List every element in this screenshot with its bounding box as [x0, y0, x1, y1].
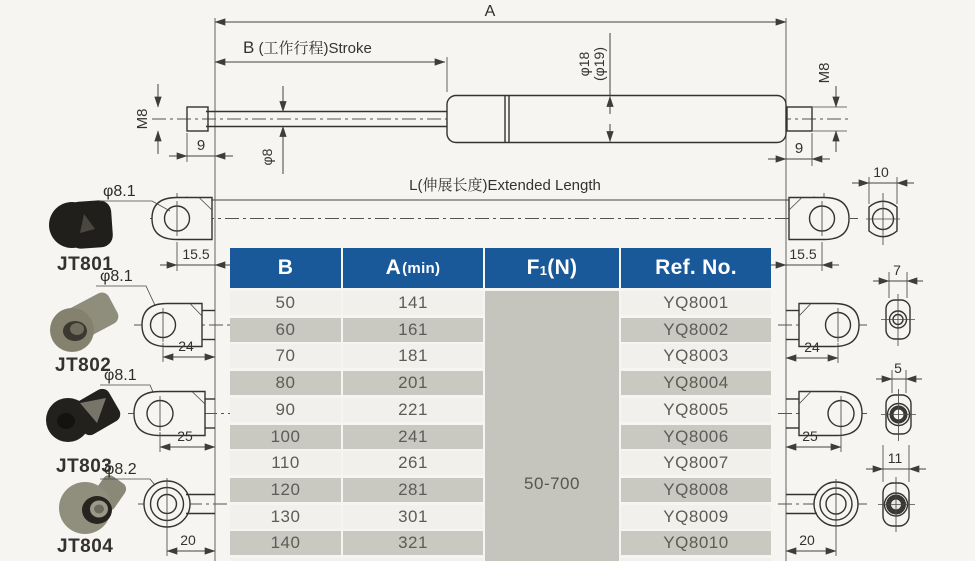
- left-eyelet-drawing: [152, 198, 212, 240]
- svg-text:9: 9: [794, 140, 804, 157]
- jt802-label: JT802: [55, 355, 112, 376]
- svg-text:25: 25: [802, 428, 818, 444]
- dimension-width-11: [866, 445, 926, 482]
- fitting-jt801: [49, 183, 170, 275]
- gas-spring-cylinder: [447, 96, 786, 143]
- svg-text:φ8.1: φ8.1: [104, 367, 137, 384]
- right-eyelet-top-view: [866, 193, 900, 245]
- dimension-right-eyelet-offset: [769, 242, 839, 271]
- table-row: 80 201 YQ8004: [230, 371, 771, 395]
- svg-text:20: 20: [180, 532, 196, 548]
- header-a-min: A (min): [343, 248, 483, 288]
- svg-text:7: 7: [893, 262, 901, 278]
- dimension-left-eyelet-offset: [160, 242, 232, 271]
- svg-text:15.5: 15.5: [182, 246, 210, 262]
- svg-text:20: 20: [799, 532, 815, 548]
- force-range-value: 50-700: [524, 474, 580, 493]
- fitting-jt802: [50, 268, 230, 376]
- table-row: 100 241 YQ8006: [230, 425, 771, 449]
- table-row: 60 161 YQ8002: [230, 318, 771, 342]
- table-row: 120 281 YQ8008: [230, 478, 771, 502]
- jt802-photo: [50, 290, 121, 352]
- right-3-top-view: [881, 389, 916, 441]
- dim-a-label: A: [484, 3, 496, 20]
- right-2-top-view: [881, 294, 915, 346]
- right-4-top-view: [878, 477, 915, 532]
- jt801-photo: [49, 200, 114, 250]
- jt801-label: JT801: [57, 254, 114, 275]
- gas-spring-side-view: [134, 3, 848, 174]
- jt804-drawing: [138, 478, 230, 530]
- dimension-overall-length: [215, 3, 786, 22]
- header-ref-no: Ref. No.: [621, 248, 771, 288]
- svg-text:φ8: φ8: [259, 148, 275, 166]
- svg-text:11: 11: [887, 450, 903, 466]
- dimension-extended-length: [177, 176, 824, 206]
- svg-text:5: 5: [894, 360, 902, 376]
- svg-text:(φ19): (φ19): [591, 47, 607, 81]
- svg-text:25: 25: [177, 428, 193, 444]
- jt803-photo: [46, 386, 123, 442]
- table-row: 130 301 YQ8009: [230, 505, 771, 529]
- dim-l-label: L(伸展长度)Extended Length: [409, 177, 601, 194]
- svg-text:10: 10: [873, 164, 889, 180]
- right-eyelet-drawing: [789, 198, 849, 240]
- dimension-thread-length-left: [169, 133, 233, 162]
- svg-text:φ8.2: φ8.2: [104, 461, 137, 478]
- right-fitting-4: [778, 445, 926, 556]
- header-b: B: [230, 248, 341, 288]
- svg-text:φ8.1: φ8.1: [100, 268, 133, 285]
- dimension-right-4-length: [786, 529, 836, 556]
- svg-text:9: 9: [196, 137, 206, 154]
- dimension-width-7: [873, 262, 923, 298]
- table-row: 70 181 YQ8003: [230, 344, 771, 368]
- jt803-label: JT803: [56, 456, 113, 477]
- spec-table: [230, 248, 771, 561]
- table-row: 140 321 YQ8010: [230, 531, 771, 555]
- dimension-thread-right: [813, 63, 847, 152]
- table-row: 110 261 YQ8007: [230, 451, 771, 475]
- dimension-width-5: [876, 360, 922, 393]
- svg-text:φ18: φ18: [576, 51, 592, 77]
- svg-text:15.5: 15.5: [789, 246, 817, 262]
- jt804-photo: [59, 472, 129, 534]
- dimension-jt804-length: [167, 530, 215, 556]
- header-f1n: F $_1$ (N): [485, 248, 619, 288]
- jt804-label: JT804: [57, 536, 114, 557]
- right-fitting-2: [778, 262, 923, 363]
- dim-b-label: B (工作行程)Stroke: [243, 38, 372, 57]
- svg-text:φ8.1: φ8.1: [103, 183, 136, 200]
- table-row: 50 141 YQ8001: [230, 291, 771, 315]
- right-fitting-3: [778, 360, 922, 452]
- dimension-rod-diameter: [259, 86, 283, 174]
- thread-left-label: M8: [134, 108, 151, 130]
- fitting-jt803: [46, 367, 230, 477]
- svg-text:24: 24: [178, 338, 194, 354]
- svg-text:24: 24: [804, 339, 820, 355]
- dimension-stroke: [215, 38, 447, 92]
- thread-right-label: M8: [816, 62, 833, 84]
- table-row: 90 221 YQ8005: [230, 398, 771, 422]
